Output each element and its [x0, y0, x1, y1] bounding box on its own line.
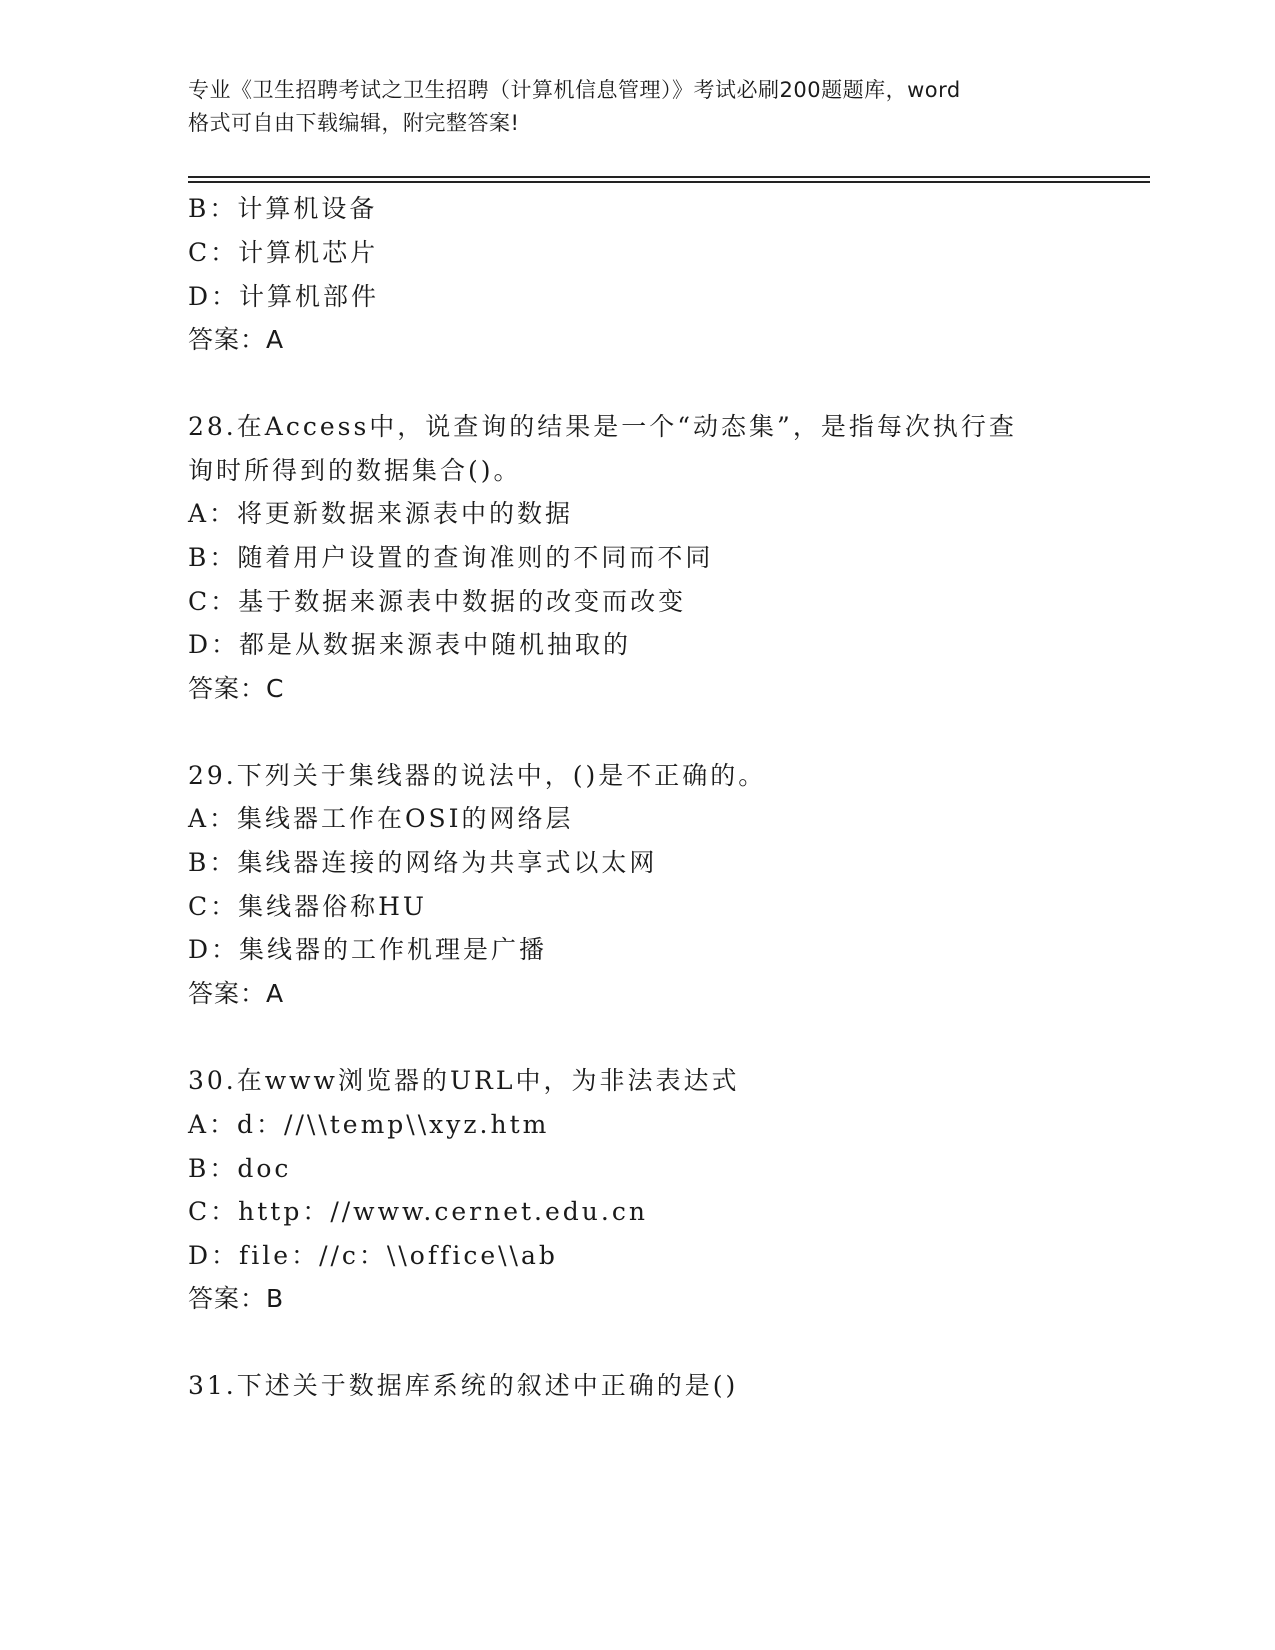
q28-answer: 答案：C	[188, 674, 285, 703]
q28-stem-line-2: 询时所得到的数据集合()。	[188, 456, 522, 485]
q30-stem: 30.在www浏览器的URL中，为非法表达式	[188, 1066, 740, 1095]
q31-stem: 31.下述关于数据库系统的叙述中正确的是()	[188, 1371, 739, 1400]
header-divider-top	[188, 176, 1150, 178]
q27-option-c: C：计算机芯片	[188, 238, 379, 267]
q27-answer: 答案：A	[188, 325, 285, 354]
q27-option-b: B：计算机设备	[188, 194, 378, 223]
q28-stem-line-1: 28.在Access中，说查询的结果是一个“动态集”，是指每次执行查	[188, 412, 1017, 441]
q30-option-c: C：http：//www.cernet.edu.cn	[188, 1197, 648, 1226]
q27-option-d: D：计算机部件	[188, 282, 380, 311]
q30-option-a: A：d：//\\temp\\xyz.htm	[188, 1110, 550, 1139]
document-header	[188, 74, 1108, 140]
q30-option-d: D：file：//c：\\office\\ab	[188, 1241, 558, 1270]
q28-option-d: D：都是从数据来源表中随机抽取的	[188, 630, 632, 659]
q28-option-b: B：随着用户设置的查询准则的不同而不同	[188, 543, 714, 572]
q29-option-c: C：集线器俗称HU	[188, 892, 428, 921]
header-line-1: 专业《卫生招聘考试之卫生招聘（计算机信息管理）》考试必刷200题题库，word	[188, 78, 961, 102]
q29-option-a: A：集线器工作在OSI的网络层	[188, 804, 574, 833]
header-divider-bottom	[188, 181, 1150, 183]
q29-option-b: B：集线器连接的网络为共享式以太网	[188, 848, 658, 877]
q28-option-a: A：将更新数据来源表中的数据	[188, 499, 574, 528]
q30-option-b: B：doc	[188, 1154, 292, 1183]
q29-option-d: D：集线器的工作机理是广播	[188, 935, 548, 964]
q29-stem: 29.下列关于集线器的说法中，()是不正确的。	[188, 761, 767, 790]
q28-option-c: C：基于数据来源表中数据的改变而改变	[188, 587, 687, 616]
q29-answer: 答案：A	[188, 979, 285, 1008]
header-line-2: 格式可自由下载编辑，附完整答案!	[188, 111, 520, 135]
q30-answer: 答案：B	[188, 1284, 285, 1313]
